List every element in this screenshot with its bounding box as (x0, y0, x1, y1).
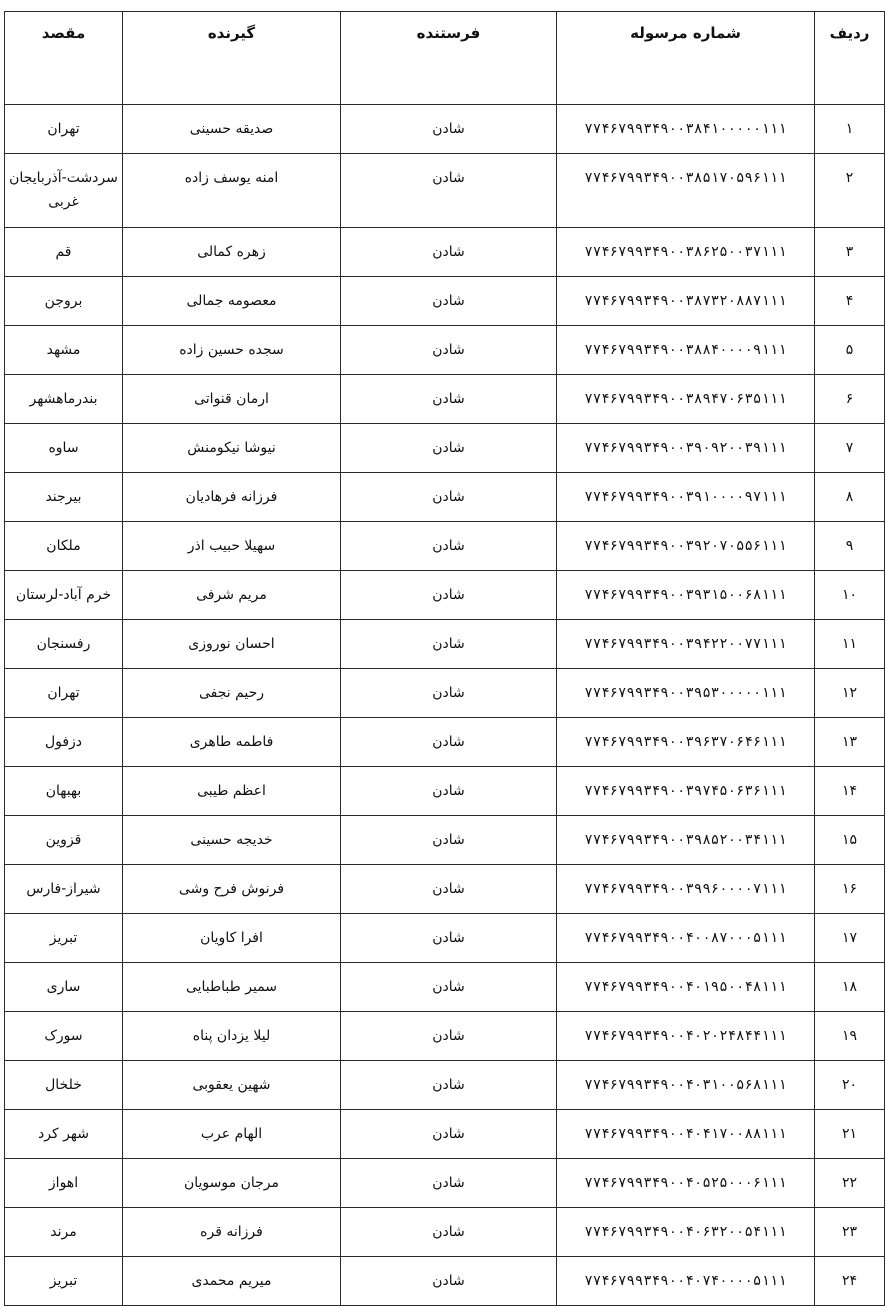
row-number-cell: ۱۳ (815, 718, 885, 767)
row-number-cell: ۱۱ (815, 620, 885, 669)
tracking-number-cell: ۷۷۴۶۷۹۹۳۴۹۰۰۳۸۷۳۲۰۸۸۷۱۱۱ (557, 277, 815, 326)
tracking-number-cell: ۷۷۴۶۷۹۹۳۴۹۰۰۳۹۵۳۰۰۰۰۰۱۱۱ (557, 669, 815, 718)
header-sender: فرستنده (341, 12, 557, 105)
sender-cell: شادن (341, 1257, 557, 1306)
tracking-number-cell: ۷۷۴۶۷۹۹۳۴۹۰۰۴۰۶۳۲۰۰۵۴۱۱۱ (557, 1208, 815, 1257)
table-row (5, 424, 885, 473)
tracking-number-cell: ۷۷۴۶۷۹۹۳۴۹۰۰۳۹۶۳۷۰۶۴۶۱۱۱ (557, 718, 815, 767)
destination-cell: مرند (5, 1208, 123, 1257)
sender-cell: شادن (341, 620, 557, 669)
table-row (5, 963, 885, 1012)
destination-cell: شهر کرد (5, 1110, 123, 1159)
destination-cell: مشهد (5, 326, 123, 375)
table-row (5, 914, 885, 963)
table-row (5, 1208, 885, 1257)
tracking-number-cell: ۷۷۴۶۷۹۹۳۴۹۰۰۳۹۹۶۰۰۰۰۷۱۱۱ (557, 865, 815, 914)
tracking-number-cell: ۷۷۴۶۷۹۹۳۴۹۰۰۴۰۱۹۵۰۰۴۸۱۱۱ (557, 963, 815, 1012)
row-number-cell: ۱۰ (815, 571, 885, 620)
table-row (5, 375, 885, 424)
table-row (5, 154, 885, 228)
sender-cell: شادن (341, 1208, 557, 1257)
tracking-number-cell: ۷۷۴۶۷۹۹۳۴۹۰۰۳۹۰۹۲۰۰۳۹۱۱۱ (557, 424, 815, 473)
destination-cell: ملکان (5, 522, 123, 571)
sender-cell: شادن (341, 326, 557, 375)
row-number-cell: ۱۵ (815, 816, 885, 865)
row-number-cell: ۲ (815, 154, 885, 228)
sender-cell: شادن (341, 767, 557, 816)
table-row (5, 1061, 885, 1110)
row-number-cell: ۲۲ (815, 1159, 885, 1208)
sender-cell: شادن (341, 105, 557, 154)
row-number-cell: ۲۱ (815, 1110, 885, 1159)
row-number-cell: ۱ (815, 105, 885, 154)
sender-cell: شادن (341, 522, 557, 571)
sender-cell: شادن (341, 1061, 557, 1110)
destination-cell: بروجن (5, 277, 123, 326)
tracking-number-cell: ۷۷۴۶۷۹۹۳۴۹۰۰۳۸۴۱۰۰۰۰۰۱۱۱ (557, 105, 815, 154)
table-row (5, 473, 885, 522)
row-number-cell: ۵ (815, 326, 885, 375)
recipient-cell: مرجان موسویان (123, 1159, 341, 1208)
destination-cell: تهران (5, 669, 123, 718)
recipient-cell: فرزانه فرهادیان (123, 473, 341, 522)
sender-cell: شادن (341, 1012, 557, 1061)
table-row (5, 865, 885, 914)
table-row (5, 767, 885, 816)
recipient-cell: فاطمه طاهری (123, 718, 341, 767)
table-row (5, 620, 885, 669)
recipient-cell: صدیقه حسینی (123, 105, 341, 154)
recipient-cell: رحیم نجفی (123, 669, 341, 718)
destination-cell: تهران (5, 105, 123, 154)
sender-cell: شادن (341, 571, 557, 620)
row-number-cell: ۳ (815, 228, 885, 277)
destination-cell: ساوه (5, 424, 123, 473)
recipient-cell: الهام عرب (123, 1110, 341, 1159)
header-recipient: گیرنده (123, 12, 341, 105)
row-number-cell: ۱۴ (815, 767, 885, 816)
row-number-cell: ۲۰ (815, 1061, 885, 1110)
tracking-number-cell: ۷۷۴۶۷۹۹۳۴۹۰۰۳۸۵۱۷۰۵۹۶۱۱۱ (557, 154, 815, 228)
destination-cell: خرم آباد-لرستان (5, 571, 123, 620)
sender-cell: شادن (341, 277, 557, 326)
destination-cell: تبریز (5, 914, 123, 963)
tracking-number-cell: ۷۷۴۶۷۹۹۳۴۹۰۰۴۰۳۱۰۰۵۶۸۱۱۱ (557, 1061, 815, 1110)
sender-cell: شادن (341, 1110, 557, 1159)
header-tracking-number: شماره مرسوله (557, 12, 815, 105)
table-row (5, 1012, 885, 1061)
row-number-cell: ۷ (815, 424, 885, 473)
destination-cell: سورک (5, 1012, 123, 1061)
tracking-number-cell: ۷۷۴۶۷۹۹۳۴۹۰۰۳۹۲۰۷۰۵۵۶۱۱۱ (557, 522, 815, 571)
sender-cell: شادن (341, 154, 557, 228)
header-row-number: ردیف (815, 12, 885, 105)
table-row (5, 571, 885, 620)
sender-cell: شادن (341, 473, 557, 522)
destination-cell: بیرجند (5, 473, 123, 522)
tracking-number-cell: ۷۷۴۶۷۹۹۳۴۹۰۰۳۹۱۰۰۰۰۹۷۱۱۱ (557, 473, 815, 522)
tracking-number-cell: ۷۷۴۶۷۹۹۳۴۹۰۰۳۸۹۴۷۰۶۳۵۱۱۱ (557, 375, 815, 424)
table-header (5, 12, 885, 105)
sender-cell: شادن (341, 865, 557, 914)
recipient-cell: فرزانه قره (123, 1208, 341, 1257)
table-row (5, 1110, 885, 1159)
recipient-cell: لیلا یزدان پناه (123, 1012, 341, 1061)
destination-cell: تبریز (5, 1257, 123, 1306)
tracking-number-cell: ۷۷۴۶۷۹۹۳۴۹۰۰۴۰۷۴۰۰۰۰۵۱۱۱ (557, 1257, 815, 1306)
table-row (5, 277, 885, 326)
sender-cell: شادن (341, 228, 557, 277)
recipient-cell: مریم شرفی (123, 571, 341, 620)
table-row (5, 1159, 885, 1208)
recipient-cell: سمیر طباطبایی (123, 963, 341, 1012)
tracking-number-cell: ۷۷۴۶۷۹۹۳۴۹۰۰۳۹۷۴۵۰۶۳۶۱۱۱ (557, 767, 815, 816)
table-row (5, 522, 885, 571)
destination-cell: شیراز-فارس (5, 865, 123, 914)
destination-cell: قزوین (5, 816, 123, 865)
row-number-cell: ۱۸ (815, 963, 885, 1012)
sender-cell: شادن (341, 718, 557, 767)
tracking-number-cell: ۷۷۴۶۷۹۹۳۴۹۰۰۳۹۳۱۵۰۰۶۸۱۱۱ (557, 571, 815, 620)
recipient-cell: شهین یعقوبی (123, 1061, 341, 1110)
recipient-cell: ارمان قنواتی (123, 375, 341, 424)
row-number-cell: ۸ (815, 473, 885, 522)
sender-cell: شادن (341, 914, 557, 963)
shipments-table (4, 11, 885, 1306)
tracking-number-cell: ۷۷۴۶۷۹۹۳۴۹۰۰۴۰۲۰۲۴۸۴۴۱۱۱ (557, 1012, 815, 1061)
table-row (5, 1257, 885, 1306)
row-number-cell: ۹ (815, 522, 885, 571)
header-row (5, 12, 885, 105)
destination-cell: اهواز (5, 1159, 123, 1208)
table-row (5, 669, 885, 718)
sender-cell: شادن (341, 424, 557, 473)
recipient-cell: معصومه جمالی (123, 277, 341, 326)
destination-cell: خلخال (5, 1061, 123, 1110)
row-number-cell: ۱۷ (815, 914, 885, 963)
table-row (5, 228, 885, 277)
table-row (5, 816, 885, 865)
sender-cell: شادن (341, 963, 557, 1012)
row-number-cell: ۴ (815, 277, 885, 326)
sender-cell: شادن (341, 1159, 557, 1208)
destination-cell: دزفول (5, 718, 123, 767)
recipient-cell: سجده حسین زاده (123, 326, 341, 375)
sender-cell: شادن (341, 669, 557, 718)
table-row (5, 105, 885, 154)
destination-cell: سردشت-آذربایجان غربی (5, 154, 123, 228)
tracking-number-cell: ۷۷۴۶۷۹۹۳۴۹۰۰۴۰۵۲۵۰۰۰۶۱۱۱ (557, 1159, 815, 1208)
destination-cell: بهبهان (5, 767, 123, 816)
recipient-cell: زهره کمالی (123, 228, 341, 277)
recipient-cell: سهیلا حبیب اذر (123, 522, 341, 571)
recipient-cell: اعظم طیبی (123, 767, 341, 816)
table-row (5, 718, 885, 767)
recipient-cell: افرا کاویان (123, 914, 341, 963)
destination-cell: قم (5, 228, 123, 277)
recipient-cell: میریم محمدی (123, 1257, 341, 1306)
table-body (5, 105, 885, 1306)
header-destination: مقصد (5, 12, 123, 105)
row-number-cell: ۲۴ (815, 1257, 885, 1306)
row-number-cell: ۱۲ (815, 669, 885, 718)
tracking-number-cell: ۷۷۴۶۷۹۹۳۴۹۰۰۳۹۸۵۲۰۰۳۴۱۱۱ (557, 816, 815, 865)
destination-cell: رفسنجان (5, 620, 123, 669)
tracking-number-cell: ۷۷۴۶۷۹۹۳۴۹۰۰۳۸۸۴۰۰۰۰۹۱۱۱ (557, 326, 815, 375)
row-number-cell: ۱۶ (815, 865, 885, 914)
recipient-cell: احسان نوروزی (123, 620, 341, 669)
recipient-cell: فرنوش فرح وشی (123, 865, 341, 914)
table-row (5, 326, 885, 375)
recipient-cell: نیوشا نیکومنش (123, 424, 341, 473)
sender-cell: شادن (341, 375, 557, 424)
row-number-cell: ۱۹ (815, 1012, 885, 1061)
tracking-number-cell: ۷۷۴۶۷۹۹۳۴۹۰۰۳۹۴۲۲۰۰۷۷۱۱۱ (557, 620, 815, 669)
tracking-number-cell: ۷۷۴۶۷۹۹۳۴۹۰۰۳۸۶۲۵۰۰۳۷۱۱۱ (557, 228, 815, 277)
tracking-number-cell: ۷۷۴۶۷۹۹۳۴۹۰۰۴۰۴۱۷۰۰۸۸۱۱۱ (557, 1110, 815, 1159)
destination-cell: بندرماهشهر (5, 375, 123, 424)
recipient-cell: امنه یوسف زاده (123, 154, 341, 228)
row-number-cell: ۶ (815, 375, 885, 424)
row-number-cell: ۲۳ (815, 1208, 885, 1257)
sender-cell: شادن (341, 816, 557, 865)
destination-cell: ساری (5, 963, 123, 1012)
tracking-number-cell: ۷۷۴۶۷۹۹۳۴۹۰۰۴۰۰۸۷۰۰۰۵۱۱۱ (557, 914, 815, 963)
recipient-cell: خدیجه حسینی (123, 816, 341, 865)
